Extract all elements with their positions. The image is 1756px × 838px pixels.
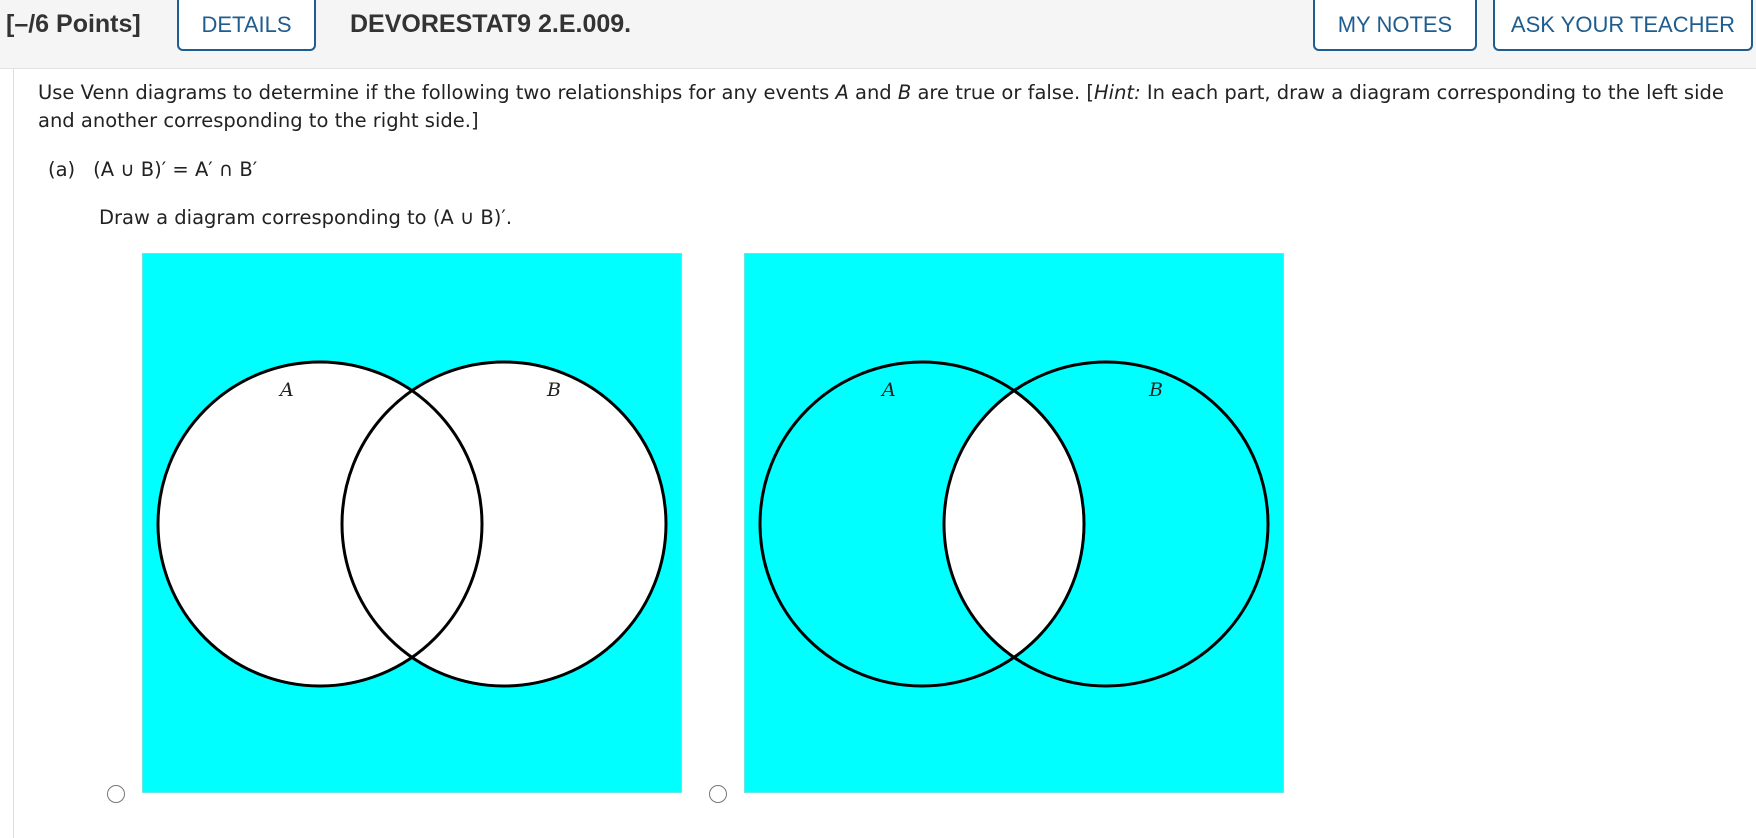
venn-option-1[interactable] bbox=[142, 253, 682, 793]
my-notes-button[interactable]: MY NOTES bbox=[1313, 0, 1477, 51]
points-label: [–/6 Points] bbox=[6, 10, 141, 38]
question-intro: Use Venn diagrams to determine if the following two relationships for any events A and B are true or false. [Hint: In each part, draw a diagram corresponding to the left side and another corresponding to the right side.] bbox=[38, 81, 1724, 132]
details-button[interactable]: DETAILS bbox=[177, 0, 316, 51]
content-left-border bbox=[13, 69, 14, 838]
option-1-radio[interactable] bbox=[107, 785, 125, 803]
venn-1-label-a: A bbox=[280, 379, 294, 401]
hint-label: Hint: bbox=[1093, 81, 1141, 104]
var-a: A bbox=[835, 81, 849, 104]
prompt-expression: (A ∪ B)′ bbox=[432, 206, 506, 229]
part-a-label: (a) bbox=[48, 158, 76, 181]
question-id: DEVORESTAT9 2.E.009. bbox=[350, 10, 632, 38]
part-a-prompt: Draw a diagram corresponding to (A ∪ B)′. bbox=[99, 206, 513, 229]
venn-option-2[interactable] bbox=[744, 253, 1284, 793]
venn-2-label-b: B bbox=[1149, 379, 1163, 401]
part-a-expression: (A ∪ B)′ = A′ ∩ B′ bbox=[93, 158, 258, 181]
part-a-heading bbox=[48, 158, 257, 181]
ask-your-teacher-button[interactable]: ASK YOUR TEACHER bbox=[1493, 0, 1753, 51]
venn-1-label-b: B bbox=[547, 379, 561, 401]
question-header bbox=[0, 0, 1756, 69]
var-b: B bbox=[897, 81, 912, 104]
venn-1-circle-b-fill bbox=[342, 362, 666, 686]
venn-2-label-a: A bbox=[882, 379, 896, 401]
option-2-radio[interactable] bbox=[709, 785, 727, 803]
